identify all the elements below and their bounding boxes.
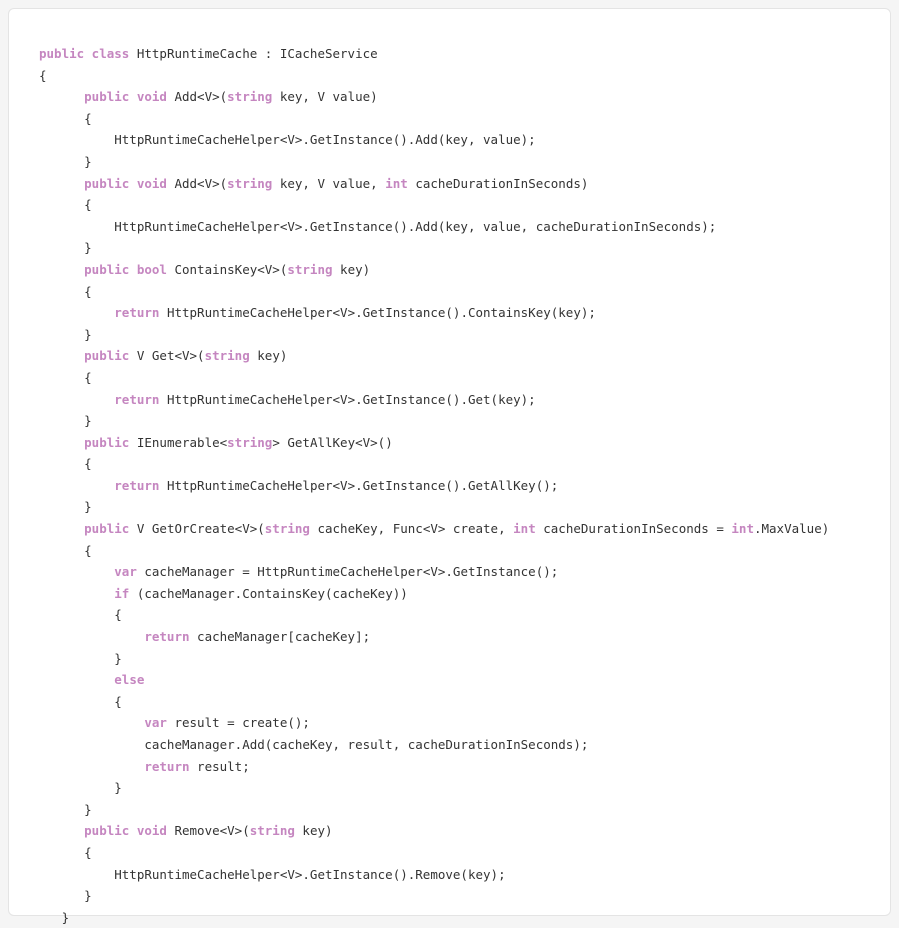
code-line bbox=[39, 820, 890, 842]
code-text: { bbox=[39, 542, 92, 558]
code-keyword: return bbox=[114, 477, 167, 493]
code-keyword: return bbox=[144, 629, 198, 645]
code-line bbox=[39, 496, 890, 518]
code-text: Remove<V>( bbox=[174, 823, 250, 839]
code-text: { bbox=[39, 844, 92, 860]
code-text: { bbox=[39, 607, 122, 623]
code-keyword: else bbox=[114, 672, 145, 688]
code-text: HttpRuntimeCacheHelper<V>.GetInstance().Add(key, value, cacheDurationInSeconds); bbox=[39, 218, 717, 234]
code-keyword: return bbox=[114, 391, 167, 407]
code-line bbox=[39, 324, 890, 346]
code-text: cacheDurationInSeconds = bbox=[543, 521, 732, 537]
code-line bbox=[39, 129, 890, 151]
code-keyword: string bbox=[227, 89, 280, 105]
code-line bbox=[39, 799, 890, 821]
code-text: Add<V>( bbox=[174, 89, 228, 105]
code-line bbox=[39, 626, 890, 648]
code-line bbox=[39, 540, 890, 562]
code-text: } bbox=[39, 780, 122, 796]
code-line bbox=[39, 65, 890, 87]
code-text: > GetAllKey<V>() bbox=[272, 434, 393, 450]
code-keyword: public bbox=[84, 434, 137, 450]
code-text: cacheManager = HttpRuntimeCacheHelper<V>.GetInstance(); bbox=[144, 564, 559, 580]
code-text bbox=[39, 478, 114, 493]
code-line bbox=[39, 194, 890, 216]
code-keyword: public bbox=[84, 521, 137, 537]
code-text: IEnumerable< bbox=[136, 434, 228, 450]
code-line bbox=[39, 410, 890, 432]
code-keyword: return bbox=[144, 758, 198, 774]
code-line bbox=[39, 108, 890, 130]
code-line bbox=[39, 475, 890, 497]
code-text: } bbox=[39, 413, 92, 429]
code-line bbox=[39, 453, 890, 475]
code-text: key) bbox=[340, 261, 371, 277]
code-card bbox=[8, 8, 891, 925]
code-text: } bbox=[39, 499, 92, 515]
code-text bbox=[39, 629, 144, 644]
code-text bbox=[39, 348, 84, 363]
code-text: key, V value) bbox=[279, 89, 378, 105]
code-line bbox=[39, 648, 890, 670]
code-line bbox=[39, 173, 890, 195]
code-line bbox=[39, 669, 890, 691]
code-line bbox=[39, 756, 890, 778]
code-keyword: var bbox=[114, 564, 145, 580]
code-text: .MaxValue) bbox=[753, 521, 830, 537]
code-keyword: public void bbox=[84, 823, 175, 839]
code-text bbox=[39, 435, 84, 450]
code-line bbox=[39, 345, 890, 367]
code-text: { bbox=[39, 693, 122, 709]
code-keyword: public void bbox=[84, 89, 175, 105]
code-text bbox=[39, 672, 114, 687]
code-text: HttpRuntimeCacheHelper<V>.GetInstance().ContainsKey(key); bbox=[166, 305, 596, 321]
code-line bbox=[39, 302, 890, 324]
code-keyword: int bbox=[385, 175, 416, 191]
code-keyword: public class bbox=[39, 46, 137, 61]
code-text: HttpRuntimeCacheHelper<V>.GetInstance().GetAllKey(); bbox=[166, 477, 559, 493]
code-keyword: string bbox=[204, 348, 258, 364]
code-line bbox=[39, 367, 890, 389]
code-keyword: string bbox=[227, 175, 280, 191]
code-text: } bbox=[39, 326, 92, 342]
code-line bbox=[39, 691, 890, 713]
code-line bbox=[39, 885, 890, 907]
code-text: cacheKey, Func<V> create, bbox=[317, 521, 514, 537]
code-keyword: string bbox=[249, 823, 303, 839]
code-line bbox=[39, 583, 890, 605]
code-text bbox=[39, 586, 114, 601]
code-text: cacheManager[cacheKey]; bbox=[197, 629, 371, 645]
code-text bbox=[39, 305, 114, 320]
code-line bbox=[39, 561, 890, 583]
code-text bbox=[39, 176, 84, 191]
code-line bbox=[39, 151, 890, 173]
code-keyword: var bbox=[144, 715, 175, 731]
code-text: } bbox=[39, 909, 70, 925]
code-text bbox=[39, 715, 144, 730]
code-text: ContainsKey<V>( bbox=[174, 261, 288, 277]
code-text: HttpRuntimeCache : ICacheService bbox=[136, 46, 378, 61]
code-text: { bbox=[39, 110, 92, 126]
code-text: HttpRuntimeCacheHelper<V>.GetInstance().Add(key, value); bbox=[39, 132, 536, 148]
code-line bbox=[39, 432, 890, 454]
code-text bbox=[39, 262, 84, 277]
code-text: { bbox=[39, 283, 92, 299]
code-text: result = create(); bbox=[174, 715, 310, 731]
code-line bbox=[39, 734, 890, 756]
code-line bbox=[39, 518, 890, 540]
code-text: HttpRuntimeCacheHelper<V>.GetInstance().Get(key); bbox=[166, 391, 536, 407]
code-block[interactable] bbox=[9, 9, 890, 928]
code-line bbox=[39, 281, 890, 303]
code-keyword: string bbox=[227, 434, 273, 450]
code-line bbox=[39, 216, 890, 238]
code-text bbox=[39, 823, 84, 838]
code-line bbox=[39, 604, 890, 626]
code-text: HttpRuntimeCacheHelper<V>.GetInstance().Remove(key); bbox=[39, 866, 506, 882]
code-text: } bbox=[39, 888, 92, 904]
code-text: Add<V>( bbox=[174, 175, 228, 191]
code-text: result; bbox=[197, 758, 250, 774]
code-text bbox=[39, 564, 114, 579]
code-text: { bbox=[39, 67, 47, 83]
code-text bbox=[39, 521, 84, 536]
code-text: } bbox=[39, 153, 92, 169]
code-line bbox=[39, 389, 890, 411]
code-text: } bbox=[39, 650, 122, 666]
code-text: { bbox=[39, 197, 92, 213]
code-text: } bbox=[39, 240, 92, 256]
code-keyword: public bool bbox=[84, 261, 175, 277]
code-text: } bbox=[39, 801, 92, 817]
code-text bbox=[39, 89, 84, 104]
code-text: V Get<V>( bbox=[136, 348, 205, 364]
code-text: key, V value, bbox=[279, 175, 386, 191]
code-line bbox=[39, 43, 890, 65]
code-line bbox=[39, 864, 890, 886]
code-keyword: int bbox=[731, 521, 754, 537]
code-line bbox=[39, 712, 890, 734]
code-line bbox=[39, 842, 890, 864]
code-text bbox=[39, 392, 114, 407]
code-line bbox=[39, 259, 890, 281]
code-text: V GetOrCreate<V>( bbox=[136, 521, 265, 537]
code-keyword: string bbox=[287, 261, 341, 277]
code-text: key) bbox=[302, 823, 333, 839]
code-text bbox=[39, 759, 144, 774]
code-line bbox=[39, 237, 890, 259]
code-keyword: if bbox=[114, 585, 137, 601]
code-keyword: public bbox=[84, 348, 137, 364]
code-text: { bbox=[39, 456, 92, 472]
code-line bbox=[39, 86, 890, 108]
code-line bbox=[39, 777, 890, 799]
code-text: cacheManager.Add(cacheKey, result, cacheDurationInSeconds); bbox=[39, 737, 589, 752]
code-keyword: int bbox=[513, 521, 544, 537]
code-text: { bbox=[39, 369, 92, 385]
code-keyword: public void bbox=[84, 175, 175, 191]
code-text: (cacheManager.ContainsKey(cacheKey)) bbox=[136, 585, 408, 601]
code-keyword: string bbox=[264, 521, 318, 537]
code-keyword: return bbox=[114, 305, 167, 321]
code-text: key) bbox=[257, 348, 288, 364]
code-line bbox=[39, 907, 890, 928]
code-text: cacheDurationInSeconds) bbox=[415, 175, 589, 191]
